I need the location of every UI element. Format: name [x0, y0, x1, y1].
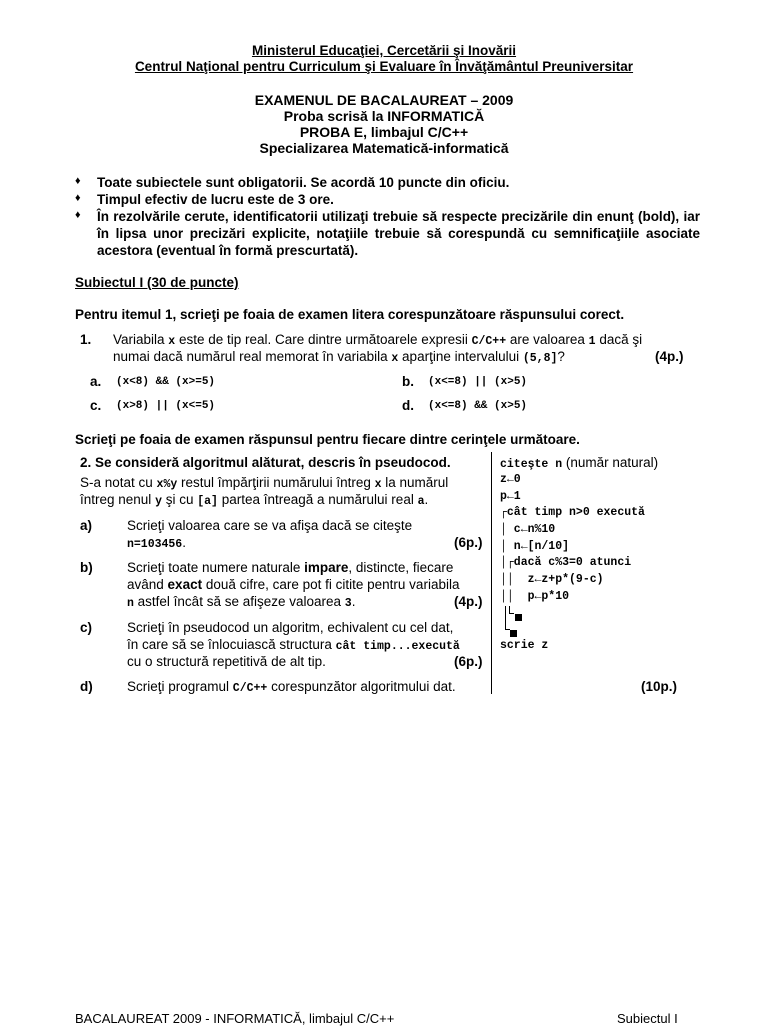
subitem-d-points: (10p.)	[641, 679, 678, 694]
subitem-a-points: (6p.)	[454, 535, 483, 550]
exam-title: EXAMENUL DE BACALAUREAT – 2009	[254, 92, 514, 108]
diamond-icon: ♦	[75, 175, 81, 187]
footer-left: BACALAUREAT 2009 - INFORMATICĂ, limbajul C/C++	[75, 1011, 395, 1026]
diamond-icon: ♦	[75, 192, 81, 204]
option-d-expr: (x<=8) && (x>5)	[428, 400, 528, 412]
pseudocode-line: p←1	[500, 490, 521, 503]
item2-heading: 2. Se consideră algoritmul alăturat, descris în pseudocod.	[80, 455, 451, 470]
item1-text-line2: numai dacă numărul real memorat în variabila x aparţine intervalului (5,8]?	[113, 349, 565, 365]
bullet-text: Toate subiectele sunt obligatorii. Se acordă 10 puncte din oficiu.	[97, 175, 510, 190]
subitem-c-label: c)	[80, 620, 93, 635]
exam-proba: PROBA E, limbajul C/C++	[299, 124, 469, 140]
center-header: Centrul Naţional pentru Curriculum şi Evaluare în Învăţământul Preuniversitar	[134, 59, 634, 74]
subitem-c-points: (6p.)	[454, 654, 483, 669]
pseudocode-read: citeşte n (număr natural)	[500, 455, 659, 471]
subitem-b-line1: Scrieţi toate numere naturale impare, distincte, fiecare	[127, 560, 454, 575]
instruction-item1: Pentru itemul 1, scrieţi pe foaia de examen litera corespunzătoare răspunsului corect.	[75, 307, 625, 322]
instruction-item2: Scrieţi pe foaia de examen răspunsul pentru fiecare dintre cerinţele următoare.	[75, 432, 580, 447]
subitem-b-label: b)	[80, 560, 93, 575]
item2-desc-line2: întreg nenul y şi cu [a] partea întreagă a numărului real a.	[80, 492, 429, 508]
option-c-expr: (x>8) || (x<=5)	[116, 400, 216, 412]
subitem-c-line2: în care să se înlocuiască structura cât timp...execută	[127, 637, 460, 653]
pseudocode-line: │ c←n%10	[500, 523, 556, 536]
subitem-d-label: d)	[80, 679, 93, 694]
subject-heading: Subiectul I (30 de puncte)	[75, 275, 239, 290]
column-divider	[491, 452, 492, 694]
pseudocode-line: ││ p←p*10	[500, 590, 570, 603]
option-b-letter: b.	[402, 374, 414, 389]
bullet-text: Timpul efectiv de lucru este de 3 ore.	[97, 192, 334, 207]
item1-points: (4p.)	[655, 349, 684, 364]
bullet-text: În rezolvările cerute, identificatorii utilizaţi trebuie să respecte precizările din enunţ (bold), iar în lipsa unor precizări explicite, notaţiile trebuie să corespundă cu semnificaţiile asociate acestora (eventual în formă prescurtată).	[97, 209, 700, 258]
footer-right: Subiectul I	[617, 1011, 678, 1026]
pseudocode-line: z←0	[500, 473, 521, 486]
pseudocode-line: │┌dacă c%3=0 atunci	[500, 556, 632, 569]
subitem-b-line2: având exact două cifre, care pot fi citite pentru variabila	[127, 577, 460, 592]
option-d-letter: d.	[402, 398, 414, 413]
subitem-a-line1: Scrieţi valoarea care se va afişa dacă se citeşte	[127, 518, 413, 533]
pseudocode-line: scrie z	[500, 639, 549, 652]
pseudocode-line: ┌cât timp n>0 execută	[500, 506, 645, 519]
subitem-c-line1: Scrieţi în pseudocod un algoritm, echivalent cu cel dat,	[127, 620, 454, 635]
exam-specialization: Specializarea Matematică-informatică	[259, 140, 509, 156]
bullet-item	[75, 192, 700, 209]
diamond-icon: ♦	[75, 209, 81, 221]
item1-number: 1.	[80, 332, 92, 347]
subitem-a-label: a)	[80, 518, 93, 533]
bullet-item	[75, 175, 700, 192]
subitem-c-line3: cu o structură repetitivă de alt tip.	[127, 654, 326, 669]
option-a-expr: (x<8) && (x>=5)	[116, 376, 216, 388]
end-if-marker	[515, 609, 522, 626]
option-c-letter: c.	[90, 398, 102, 413]
block-rule	[505, 620, 506, 630]
item1-text-line1: Variabila x este de tip real. Care dintre următoarele expresii C/C++ are valoarea 1 dacă şi	[113, 332, 643, 348]
block-rule	[505, 606, 506, 620]
subitem-a-line2: n=103456.	[127, 535, 186, 551]
subitem-b-line3: n astfel încât să se afişeze valoarea 3.	[127, 594, 356, 610]
option-b-expr: (x<=8) || (x>5)	[428, 376, 528, 388]
block-rule	[509, 613, 514, 614]
subitem-d-line1: Scrieţi programul C/C++ corespunzător algoritmului dat.	[127, 679, 456, 695]
pseudocode-line: │ n←[n/10]	[500, 540, 570, 553]
subitem-b-points: (4p.)	[454, 594, 483, 609]
ministry-header: Ministerul Educaţiei, Cercetării şi Inovării	[251, 43, 517, 58]
item2-desc-line1: S-a notat cu x%y restul împărţirii numărului întreg x la numărul	[80, 475, 449, 491]
pseudocode-line: ││ z←z+p*(9-c)	[500, 573, 604, 586]
bullet-item	[75, 209, 700, 260]
exam-subtitle: Proba scrisă la INFORMATICĂ	[283, 108, 485, 124]
option-a-letter: a.	[90, 374, 102, 389]
